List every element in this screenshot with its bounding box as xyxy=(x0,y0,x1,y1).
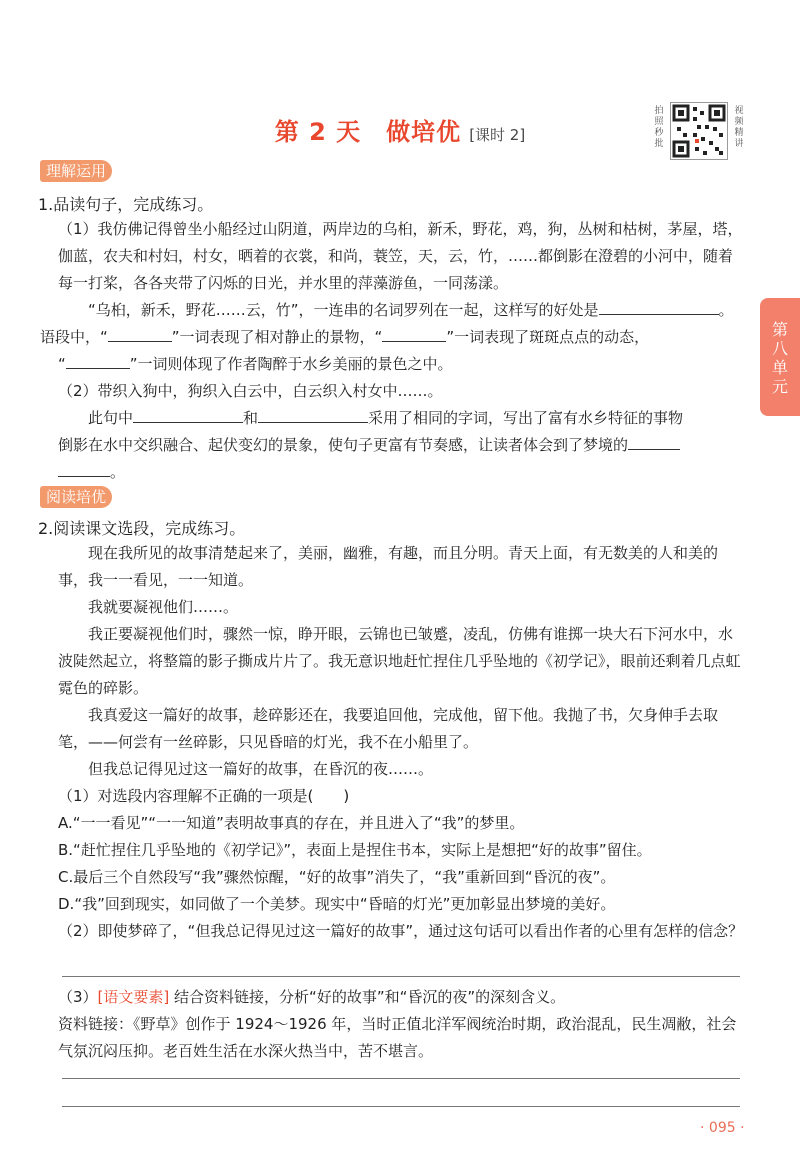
answer-blank[interactable] xyxy=(628,433,680,450)
question-1-1-task-line2 xyxy=(40,324,744,351)
question-1-1-task-line3 xyxy=(58,351,744,378)
option-b[interactable]: B.“赶忙捏住几乎坠地的《初学记》”，表面上是捏住书本，实际上是想把“好的故事”留住。 xyxy=(58,841,652,859)
question-1-1-task-line1: “乌桕，新禾，野花……云，竹”，一连串的名词罗列在一起，这样写的好处是 。 xyxy=(58,297,744,324)
answer-line[interactable] xyxy=(62,976,740,977)
dot-icon: · xyxy=(700,1120,705,1136)
answer-line[interactable] xyxy=(62,1106,740,1107)
passage-paragraph-4: 我真爱这一篇好的故事，趁碎影还在，我要追回他，完成他，留下他。我抛了书，欠身伸手去取笔，——何尝有一丝碎影，只见昏暗的灯光，我不在小船里了。 xyxy=(58,706,719,751)
task-text: 和 xyxy=(243,409,259,427)
question-text: 结合资料链接，分析“好的故事”和“昏沉的夜”的深刻含义。 xyxy=(174,988,566,1006)
task-text: 此句中 xyxy=(88,409,134,427)
answer-blank[interactable] xyxy=(66,352,130,369)
question-1-2-sentence: （2）带织入狗中，狗织入白云中，白云织入村女中……。 xyxy=(58,382,443,400)
question-2-3 xyxy=(58,984,744,1011)
option-a[interactable]: A.“一一看见”“一一知道”表明故事真的存在，并且进入了“我”的梦里。 xyxy=(58,814,525,832)
task-text: 倒影在水中交织融合、起伏变幻的景象，使句子更富有节奏感，让读者体会到了梦境的 xyxy=(58,436,629,454)
option-c[interactable]: C.最后三个自然段写“我”骤然惊醒，“好的故事”消失了，“我”重新回到“昏沉的夜”。 xyxy=(58,868,616,886)
qr-left-label: 拍照秒批 xyxy=(654,106,664,149)
answer-blank[interactable] xyxy=(599,298,719,315)
lesson-label: [课时 2] xyxy=(469,126,526,144)
answer-line[interactable] xyxy=(62,1078,740,1079)
task-text: 采用了相同的字词，写出了富有水乡特征的事物 xyxy=(368,409,684,427)
option-d[interactable]: D.“我”回到现实，如同做了一个美梦。现实中“昏暗的灯光”更加彰显出梦境的美好。 xyxy=(58,895,616,913)
dot-icon: · xyxy=(740,1120,745,1136)
section-tag-understanding: 理解运用 xyxy=(40,160,112,182)
page-number-text: 095 xyxy=(708,1120,736,1136)
answer-blank[interactable] xyxy=(258,406,368,423)
passage-paragraph-3: 我正要凝视他们时，骤然一惊，睁开眼，云锦也已皱蹙，凌乱，仿佛有谁掷一块大石下河水中，水波陡然起立，将整篇的影子撕成片片了。我无意识地赶忙捏住几乎坠地的《初学记》，眼前还剩着几点虹霓色的碎影。 xyxy=(58,625,741,697)
answer-blank[interactable] xyxy=(108,325,172,342)
task-text: “乌桕，新禾，野花……云，竹”，一连串的名词罗列在一起，这样写的好处是 xyxy=(88,301,599,319)
qr-right-label: 视频精讲 xyxy=(734,106,744,149)
passage-paragraph-5: 但我总记得见过这一篇好的故事，在昏沉的夜……。 xyxy=(88,760,434,778)
question-2-heading: 2.阅读课文选段，完成练习。 xyxy=(38,519,246,538)
unit-label: 第八单元 xyxy=(771,320,788,396)
question-1-1-passage: （1）我仿佛记得曾坐小船经过山阴道，两岸边的乌桕，新禾，野花，鸡，狗，丛树和枯树，茅屋，塔，伽蓝，农夫和村妇，村女，晒着的衣裳，和尚，蓑笠，天，云，竹，……都倒影在澄碧的小河中，随着每一打桨，各各夹带了闪烁的日光，并水里的萍藻游鱼，一同荡漾。 xyxy=(58,220,743,292)
qr-code-area[interactable] xyxy=(652,102,752,158)
section-tag-reading: 阅读培优 xyxy=(40,486,112,508)
task-text: ”一词表现了相对静止的景物，“ xyxy=(171,328,383,346)
page-number xyxy=(700,1120,745,1136)
passage-paragraph-1: 现在我所见的故事清楚起来了，美丽，幽雅，有趣，而且分明。青天上面，有无数美的人和美的事，我一一看见，一一知道。 xyxy=(58,544,719,589)
passage-paragraph-2: 我就要凝视他们……。 xyxy=(88,598,239,616)
task-text: 。 xyxy=(110,463,126,481)
task-text: “ xyxy=(58,355,66,373)
question-1-2-task-line3 xyxy=(58,459,744,486)
unit-side-tab xyxy=(760,298,800,416)
question-1-2-task-line2 xyxy=(58,432,744,459)
question-number: （3） xyxy=(58,988,98,1006)
answer-blank[interactable] xyxy=(58,460,110,477)
task-text: ”一词则体现了作者陶醉于水乡美丽的景色之中。 xyxy=(129,355,453,373)
task-text: 语段中，“ xyxy=(40,328,108,346)
material-link: 资料链接：《野草》创作于 1924～1926 年，当时正值北洋军阀统治时期，政治混乱，民生凋敝，社会气氛沉闷压抑。老百姓生活在水深火热当中，苦不堪言。 xyxy=(58,1015,737,1060)
qr-code-icon[interactable] xyxy=(670,102,728,160)
question-2-1: （1）对选段内容理解不正确的一项是( ) xyxy=(58,787,350,805)
answer-blank[interactable] xyxy=(133,406,243,423)
title-text: 第 2 天 做培优 xyxy=(274,118,462,146)
question-1-2-task-line1 xyxy=(58,405,744,432)
question-2-2: （2）即使梦碎了，“但我总记得见过这一篇好的故事”，通过这句话可以看出作者的心里有怎样的信念？ xyxy=(58,922,744,940)
question-1-heading: 1.品读句子，完成练习。 xyxy=(38,195,214,214)
answer-blank[interactable] xyxy=(382,325,446,342)
language-element-tag: [语文要素] xyxy=(97,988,170,1006)
task-text: ”一词表现了斑斑点点的动态， xyxy=(446,328,650,346)
